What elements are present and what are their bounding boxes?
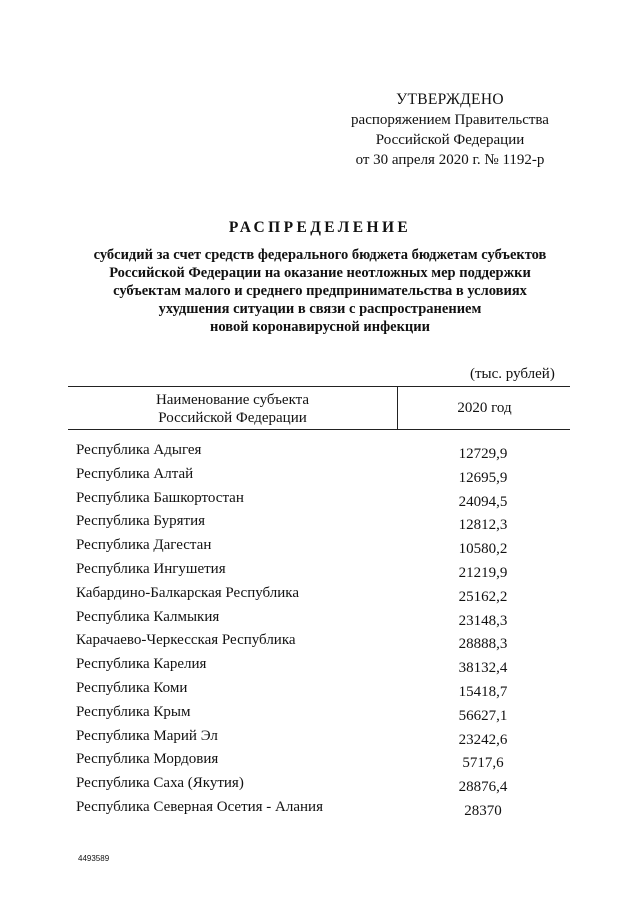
- region-name: Республика Алтай: [76, 465, 194, 482]
- approval-line-1: распоряжением Правительства: [351, 112, 549, 128]
- region-name: Республика Мордовия: [76, 751, 219, 768]
- table-body: [0, 442, 640, 823]
- region-name: Республика Карелия: [76, 656, 207, 673]
- subtitle-line: новой коронавирусной инфекции: [209, 319, 430, 335]
- subsidy-value: 12812,3: [458, 517, 508, 534]
- subsidy-value: 15418,7: [458, 683, 508, 700]
- subsidy-value: 56627,1: [458, 707, 508, 724]
- table-row: [0, 442, 640, 466]
- approval-stamp: [330, 90, 570, 170]
- header-year: 2020 год: [457, 400, 512, 416]
- table-row: [0, 775, 640, 799]
- header-region-name-line-1: Наименование субъекта: [155, 392, 310, 408]
- region-name: Республика Ингушетия: [76, 560, 226, 577]
- document-subtitle: [70, 246, 570, 336]
- table-row: [0, 751, 640, 775]
- subsidy-value: 23242,6: [458, 731, 508, 748]
- table-row: [0, 490, 640, 514]
- subtitle-line: субъектам малого и среднего предпринимательства в условиях: [113, 283, 527, 299]
- region-name: Республика Адыгея: [76, 442, 202, 458]
- region-name: Кабардино-Балкарская Республика: [76, 584, 300, 601]
- table-row: [0, 799, 640, 823]
- table-row: [0, 561, 640, 585]
- document-code: 4493589: [78, 854, 110, 863]
- units-label: (тыс. рублей): [470, 366, 555, 382]
- region-name: Республика Дагестан: [76, 537, 212, 554]
- region-name: Республика Калмыкия: [76, 608, 220, 625]
- header-region-name-line-2: Российской Федерации: [158, 410, 307, 426]
- table-row: [0, 656, 640, 680]
- table-row: [0, 537, 640, 561]
- table-row: [0, 680, 640, 704]
- table-row: [0, 609, 640, 633]
- table-row: [0, 728, 640, 752]
- approval-title: УТВЕРЖДЕНО: [396, 91, 504, 108]
- subtitle-line: Российской Федерации на оказание неотложных мер поддержки: [109, 265, 531, 281]
- subsidy-value: 28876,4: [458, 779, 508, 796]
- subsidy-value: 24094,5: [458, 493, 508, 510]
- header-region-name: [68, 387, 398, 429]
- region-name: Республика Марий Эл: [76, 727, 218, 744]
- subsidy-value: 23148,3: [458, 612, 508, 629]
- subtitle-line: ухудшения ситуации в связи с распространением: [158, 301, 482, 317]
- region-name: Карачаево-Черкесская Республика: [76, 632, 296, 649]
- region-name: Республика Коми: [76, 679, 188, 696]
- region-name: Республика Саха (Якутия): [76, 775, 244, 792]
- subsidy-value: 12729,9: [458, 446, 508, 462]
- table-header: [68, 386, 570, 430]
- table-row: [0, 513, 640, 537]
- table-row: [0, 585, 640, 609]
- approval-line-3: от 30 апреля 2020 г. № 1192-р: [355, 152, 545, 168]
- approval-line-2: Российской Федерации: [375, 132, 525, 148]
- region-name: Республика Башкортостан: [76, 489, 244, 506]
- subtitle-line: субсидий за счет средств федерального бюджета бюджетам субъектов: [93, 247, 547, 263]
- document-heading: РАСПРЕДЕЛЕНИЕ: [228, 219, 412, 236]
- region-name: Республика Крым: [76, 703, 191, 720]
- subsidy-value: 10580,2: [458, 541, 508, 558]
- subsidy-value: 25162,2: [458, 588, 508, 605]
- subsidy-value: 28370: [464, 802, 502, 819]
- table-row: [0, 632, 640, 656]
- region-name: Республика Северная Осетия - Алания: [76, 798, 323, 815]
- region-name: Республика Бурятия: [76, 513, 206, 530]
- subsidy-value: 28888,3: [458, 636, 508, 653]
- table-row: [0, 466, 640, 490]
- subsidy-value: 12695,9: [458, 469, 508, 486]
- subsidy-value: 38132,4: [458, 660, 508, 677]
- subsidy-value: 21219,9: [458, 564, 508, 581]
- subsidy-value: 5717,6: [462, 755, 504, 772]
- table-row: [0, 704, 640, 728]
